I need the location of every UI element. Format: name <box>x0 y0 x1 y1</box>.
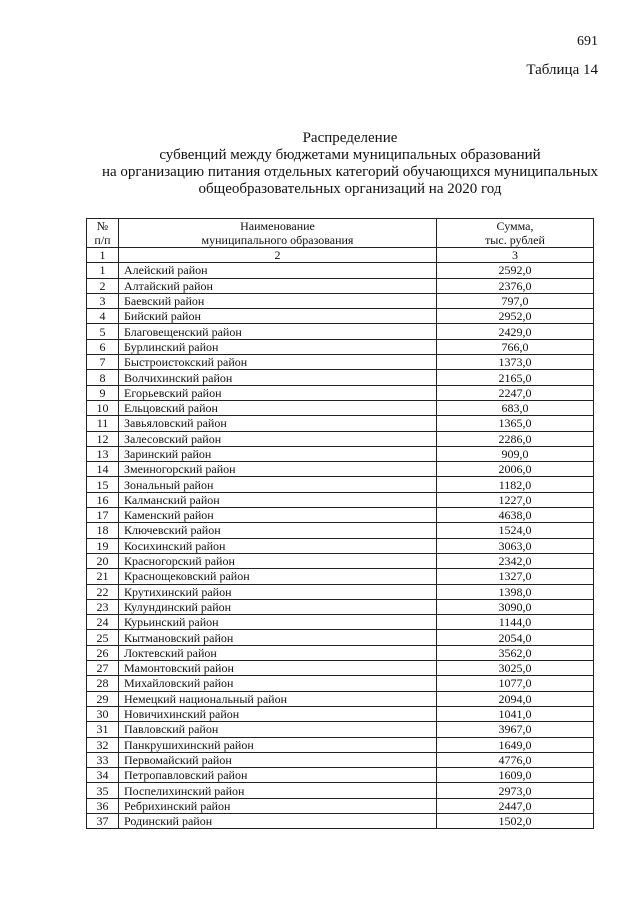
row-number: 8 <box>87 370 119 385</box>
table-row <box>87 584 594 599</box>
row-sum: 1649,0 <box>437 737 594 752</box>
row-sum: 2973,0 <box>437 783 594 798</box>
row-number: 2 <box>87 278 119 293</box>
header-name-line1: Наименование <box>240 219 315 233</box>
row-sum: 2592,0 <box>437 263 594 278</box>
row-number: 4 <box>87 309 119 324</box>
column-number: 1 <box>87 248 119 263</box>
header-name <box>119 219 437 248</box>
row-sum: 2247,0 <box>437 385 594 400</box>
row-number: 17 <box>87 508 119 523</box>
header-number-line2: п/п <box>94 233 111 247</box>
row-sum: 1524,0 <box>437 523 594 538</box>
row-name: Баевский район <box>119 293 437 308</box>
row-number: 14 <box>87 462 119 477</box>
row-name: Залесовский район <box>119 431 437 446</box>
table-row <box>87 293 594 308</box>
row-number: 37 <box>87 813 119 828</box>
row-number: 7 <box>87 355 119 370</box>
row-number: 28 <box>87 676 119 691</box>
row-number: 3 <box>87 293 119 308</box>
row-name: Каменский район <box>119 508 437 523</box>
table-row <box>87 630 594 645</box>
title-line: общеобразовательных организаций на 2020 год <box>198 181 502 197</box>
row-name: Поспелихинский район <box>119 783 437 798</box>
row-name: Косихинский район <box>119 538 437 553</box>
row-number: 20 <box>87 553 119 568</box>
row-sum: 909,0 <box>437 446 594 461</box>
row-number: 22 <box>87 584 119 599</box>
row-sum: 1398,0 <box>437 584 594 599</box>
row-sum: 2286,0 <box>437 431 594 446</box>
table-row <box>87 722 594 737</box>
table-row <box>87 278 594 293</box>
row-name: Ребрихинский район <box>119 798 437 813</box>
table-row <box>87 676 594 691</box>
row-name: Кытмановский район <box>119 630 437 645</box>
header-sum <box>437 219 594 248</box>
table-row <box>87 431 594 446</box>
row-sum: 2429,0 <box>437 324 594 339</box>
row-name: Калманский район <box>119 492 437 507</box>
row-name: Егорьевский район <box>119 385 437 400</box>
table-row <box>87 508 594 523</box>
table-row <box>87 492 594 507</box>
row-name: Зональный район <box>119 477 437 492</box>
row-number: 19 <box>87 538 119 553</box>
table-row <box>87 706 594 721</box>
row-sum: 4638,0 <box>437 508 594 523</box>
row-number: 27 <box>87 661 119 676</box>
table-row <box>87 446 594 461</box>
row-name: Павловский район <box>119 722 437 737</box>
row-name: Змеиногорский район <box>119 462 437 477</box>
row-number: 35 <box>87 783 119 798</box>
row-sum: 766,0 <box>437 339 594 354</box>
table-row <box>87 813 594 828</box>
page-number: 691 <box>577 34 598 49</box>
header-sum-line1: Сумма, <box>496 219 534 233</box>
row-sum: 1041,0 <box>437 706 594 721</box>
table-row <box>87 309 594 324</box>
distribution-table <box>86 218 594 829</box>
row-number: 13 <box>87 446 119 461</box>
row-sum: 1373,0 <box>437 355 594 370</box>
row-sum: 1182,0 <box>437 477 594 492</box>
row-sum: 1502,0 <box>437 813 594 828</box>
row-sum: 2342,0 <box>437 553 594 568</box>
table-row <box>87 462 594 477</box>
row-number: 30 <box>87 706 119 721</box>
row-name: Кулундинский район <box>119 599 437 614</box>
row-number: 5 <box>87 324 119 339</box>
row-name: Ельцовский район <box>119 400 437 415</box>
row-number: 21 <box>87 569 119 584</box>
header-number <box>87 219 119 248</box>
row-number: 34 <box>87 768 119 783</box>
table-header-row <box>87 219 594 248</box>
table-row <box>87 783 594 798</box>
row-name: Волчихинский район <box>119 370 437 385</box>
row-name: Быстроистокский район <box>119 355 437 370</box>
title-line: на организацию питания отдельных категорий обучающихся муниципальных <box>101 164 599 180</box>
row-number: 1 <box>87 263 119 278</box>
table-row <box>87 569 594 584</box>
table-row <box>87 477 594 492</box>
row-name: Краснощековский район <box>119 569 437 584</box>
row-number: 31 <box>87 722 119 737</box>
row-sum: 2094,0 <box>437 691 594 706</box>
table-row <box>87 798 594 813</box>
row-sum: 3090,0 <box>437 599 594 614</box>
row-name: Локтевский район <box>119 645 437 660</box>
title-line: субвенций между бюджетами муниципальных образований <box>159 147 541 163</box>
table-row <box>87 768 594 783</box>
row-sum: 3025,0 <box>437 661 594 676</box>
row-name: Крутихинский район <box>119 584 437 599</box>
row-name: Красногорский район <box>119 553 437 568</box>
row-name: Новичихинский район <box>119 706 437 721</box>
row-sum: 2006,0 <box>437 462 594 477</box>
row-sum: 3063,0 <box>437 538 594 553</box>
row-number: 23 <box>87 599 119 614</box>
table-row <box>87 691 594 706</box>
row-name: Алтайский район <box>119 278 437 293</box>
row-sum: 1327,0 <box>437 569 594 584</box>
row-name: Алейский район <box>119 263 437 278</box>
row-sum: 3967,0 <box>437 722 594 737</box>
table-row <box>87 538 594 553</box>
row-name: Курьинский район <box>119 615 437 630</box>
row-number: 15 <box>87 477 119 492</box>
row-number: 33 <box>87 752 119 767</box>
row-sum: 3562,0 <box>437 645 594 660</box>
table-row <box>87 645 594 660</box>
row-sum: 2165,0 <box>437 370 594 385</box>
column-number: 2 <box>119 248 437 263</box>
row-sum: 1077,0 <box>437 676 594 691</box>
row-name: Мамонтовский район <box>119 661 437 676</box>
row-name: Панкрушихинский район <box>119 737 437 752</box>
column-number-row <box>87 248 594 263</box>
row-sum: 2054,0 <box>437 630 594 645</box>
row-number: 16 <box>87 492 119 507</box>
row-number: 24 <box>87 615 119 630</box>
row-number: 18 <box>87 523 119 538</box>
row-sum: 2447,0 <box>437 798 594 813</box>
header-name-line2: муниципального образования <box>201 233 354 247</box>
row-sum: 683,0 <box>437 400 594 415</box>
row-name: Благовещенский район <box>119 324 437 339</box>
row-number: 10 <box>87 400 119 415</box>
row-name: Ключевский район <box>119 523 437 538</box>
row-sum: 1227,0 <box>437 492 594 507</box>
row-sum: 1609,0 <box>437 768 594 783</box>
table-row <box>87 553 594 568</box>
table-row <box>87 339 594 354</box>
row-name: Завьяловский район <box>119 416 437 431</box>
header-sum-line2: тыс. рублей <box>485 233 545 247</box>
row-number: 6 <box>87 339 119 354</box>
table-row <box>87 370 594 385</box>
row-name: Бийский район <box>119 309 437 324</box>
table-row <box>87 737 594 752</box>
table-row <box>87 599 594 614</box>
row-number: 9 <box>87 385 119 400</box>
row-number: 32 <box>87 737 119 752</box>
table-row <box>87 615 594 630</box>
table-row <box>87 661 594 676</box>
table-row <box>87 263 594 278</box>
table-row <box>87 324 594 339</box>
row-name: Родинский район <box>119 813 437 828</box>
table-label: Таблица 14 <box>526 62 598 78</box>
row-name: Заринский район <box>119 446 437 461</box>
row-name: Петропавловский район <box>119 768 437 783</box>
row-sum: 4776,0 <box>437 752 594 767</box>
table-row <box>87 416 594 431</box>
row-name: Первомайский район <box>119 752 437 767</box>
table-row <box>87 752 594 767</box>
row-sum: 1144,0 <box>437 615 594 630</box>
table-row <box>87 355 594 370</box>
row-sum: 797,0 <box>437 293 594 308</box>
row-sum: 2376,0 <box>437 278 594 293</box>
header-number-line1: № <box>96 219 109 233</box>
table-row <box>87 385 594 400</box>
table-row <box>87 523 594 538</box>
row-sum: 2952,0 <box>437 309 594 324</box>
row-sum: 1365,0 <box>437 416 594 431</box>
row-number: 11 <box>87 416 119 431</box>
row-number: 12 <box>87 431 119 446</box>
title-line: Распределение <box>302 130 398 146</box>
document-title <box>50 130 640 198</box>
row-name: Бурлинский район <box>119 339 437 354</box>
row-number: 36 <box>87 798 119 813</box>
row-number: 29 <box>87 691 119 706</box>
table-row <box>87 400 594 415</box>
row-name: Михайловский район <box>119 676 437 691</box>
row-number: 25 <box>87 630 119 645</box>
column-number: 3 <box>437 248 594 263</box>
row-number: 26 <box>87 645 119 660</box>
row-name: Немецкий национальный район <box>119 691 437 706</box>
